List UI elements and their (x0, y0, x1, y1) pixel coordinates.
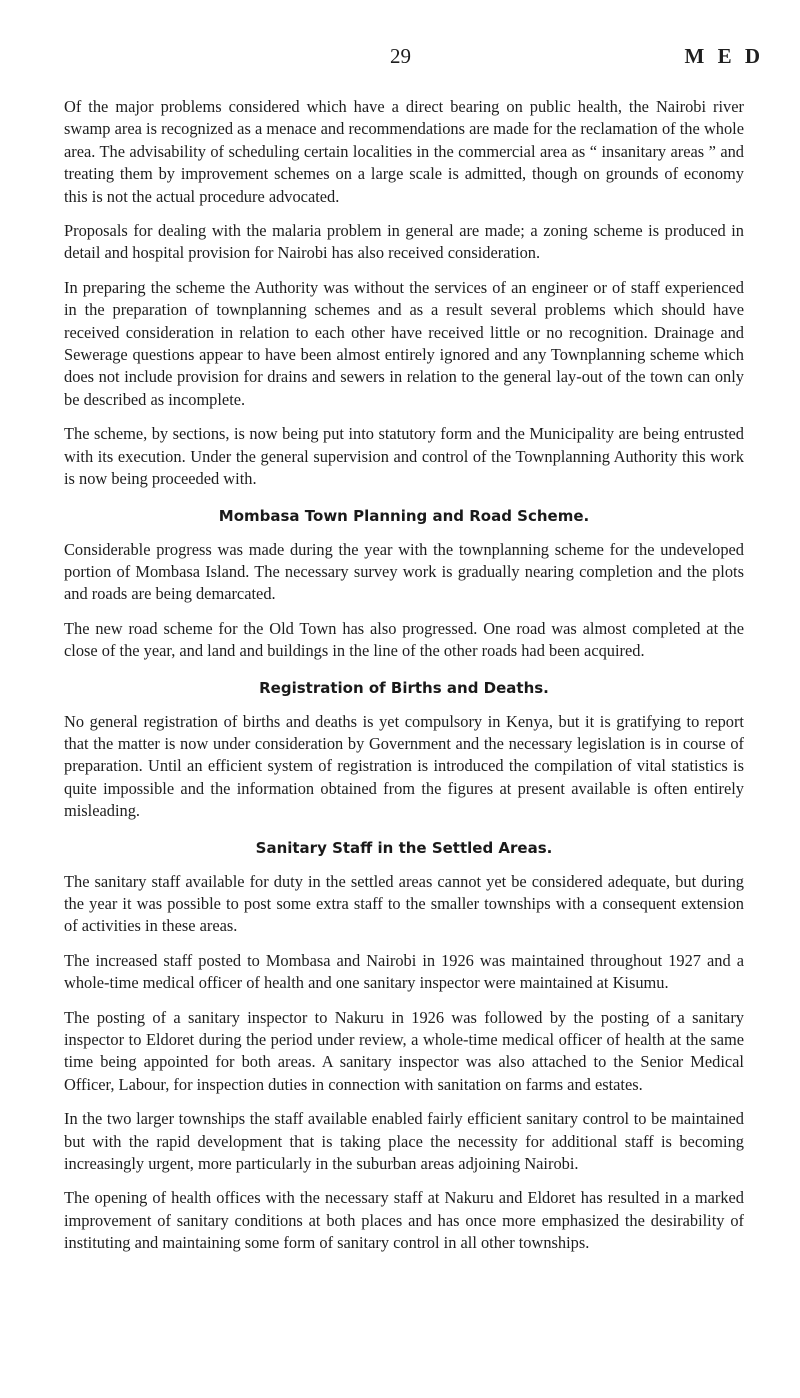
page-body (64, 96, 744, 1267)
paragraph: In preparing the scheme the Authority was without the services of an engineer or of staff experienced in the preparation of townplanning schemes and as a result several problems which should have received consideration in relation to each other have received little or no recognition. Drainage and Sewerage questions appear to have been almost entirely ignored and any Townplanning scheme which does not include provision for drains and sewers in relation to the general lay-out of the town can only be described as incomplete. (64, 277, 744, 409)
paragraph: The sanitary staff available for duty in the settled areas cannot yet be considered adequate, but during the year it was possible to post some extra staff to the smaller townships with a consequent extension of activities in these areas. (64, 871, 744, 936)
section-heading: Mombasa Town Planning and Road Scheme. (218, 506, 590, 525)
document-page (64, 0, 764, 1253)
paragraph: Considerable progress was made during the year with the townplanning scheme for the undeveloped portion of Mombasa Island. The necessary survey work is gradually nearing completion and the plots and roads are being demarcated. (64, 539, 744, 604)
section-heading: Registration of Births and Deaths. (259, 678, 549, 697)
page-number: 29 (390, 44, 411, 68)
paragraph: The opening of health offices with the necessary staff at Nakuru and Eldoret has resulted in a marked improvement of sanitary conditions at both places and has once more emphasized the desirability of instituting and maintaining some form of sanitary control in all other townships. (64, 1188, 744, 1253)
running-head: M E D (684, 44, 764, 68)
paragraph: The increased staff posted to Mombasa and Nairobi in 1926 was maintained throughout 1927 and a whole-time medical officer of health and one sanitary inspector were maintained at Kisumu. (64, 950, 744, 993)
paragraph: In the two larger townships the staff available enabled fairly efficient sanitary control to be maintained but with the rapid development that is taking place the necessity for additional staff is becoming increasingly urgent, more particularly in the suburban areas adjoining Nairobi. (64, 1109, 744, 1174)
page-header (64, 0, 764, 70)
paragraph: No general registration of births and deaths is yet compulsory in Kenya, but it is gratifying to report that the matter is now under consideration by Government and the necessary legislation is in course of preparation. Until an efficient system of registration is introduced the compilation of vital statistics is quite impossible and the information obtained from the figures at present available is often entirely misleading. (64, 711, 744, 821)
paragraph: The scheme, by sections, is now being put into statutory form and the Municipality are being entrusted with its execution. Under the general supervision and control of the Townplanning Authority this work is now being proceeded with. (64, 424, 744, 489)
paragraph: The posting of a sanitary inspector to Nakuru in 1926 was followed by the posting of a sanitary inspector to Eldoret during the period under review, a whole-time medical officer of health at the same time being appointed for both areas. A sanitary inspector was also attached to the Senior Medical Officer, Labour, for inspection duties in connection with sanitation on farms and estates. (64, 1007, 744, 1094)
section-heading: Sanitary Staff in the Settled Areas. (255, 838, 553, 857)
paragraph: Proposals for dealing with the malaria problem in general are made; a zoning scheme is produced in detail and hospital provision for Nairobi has also received consideration. (64, 221, 744, 263)
paragraph: The new road scheme for the Old Town has also progressed. One road was almost completed at the close of the year, and land and buildings in the line of the other roads had been acquired. (64, 618, 744, 661)
paragraph: Of the major problems considered which have a direct bearing on public health, the Nairobi river swamp area is recognized as a menace and recommendations are made for the reclamation of the whole area. The advisability of scheduling certain localities in the commercial area as “ insanitary areas ” and treating them by improvement schemes on a large scale is admitted, though on grounds of economy this is not the actual procedure advocated. (64, 97, 744, 206)
